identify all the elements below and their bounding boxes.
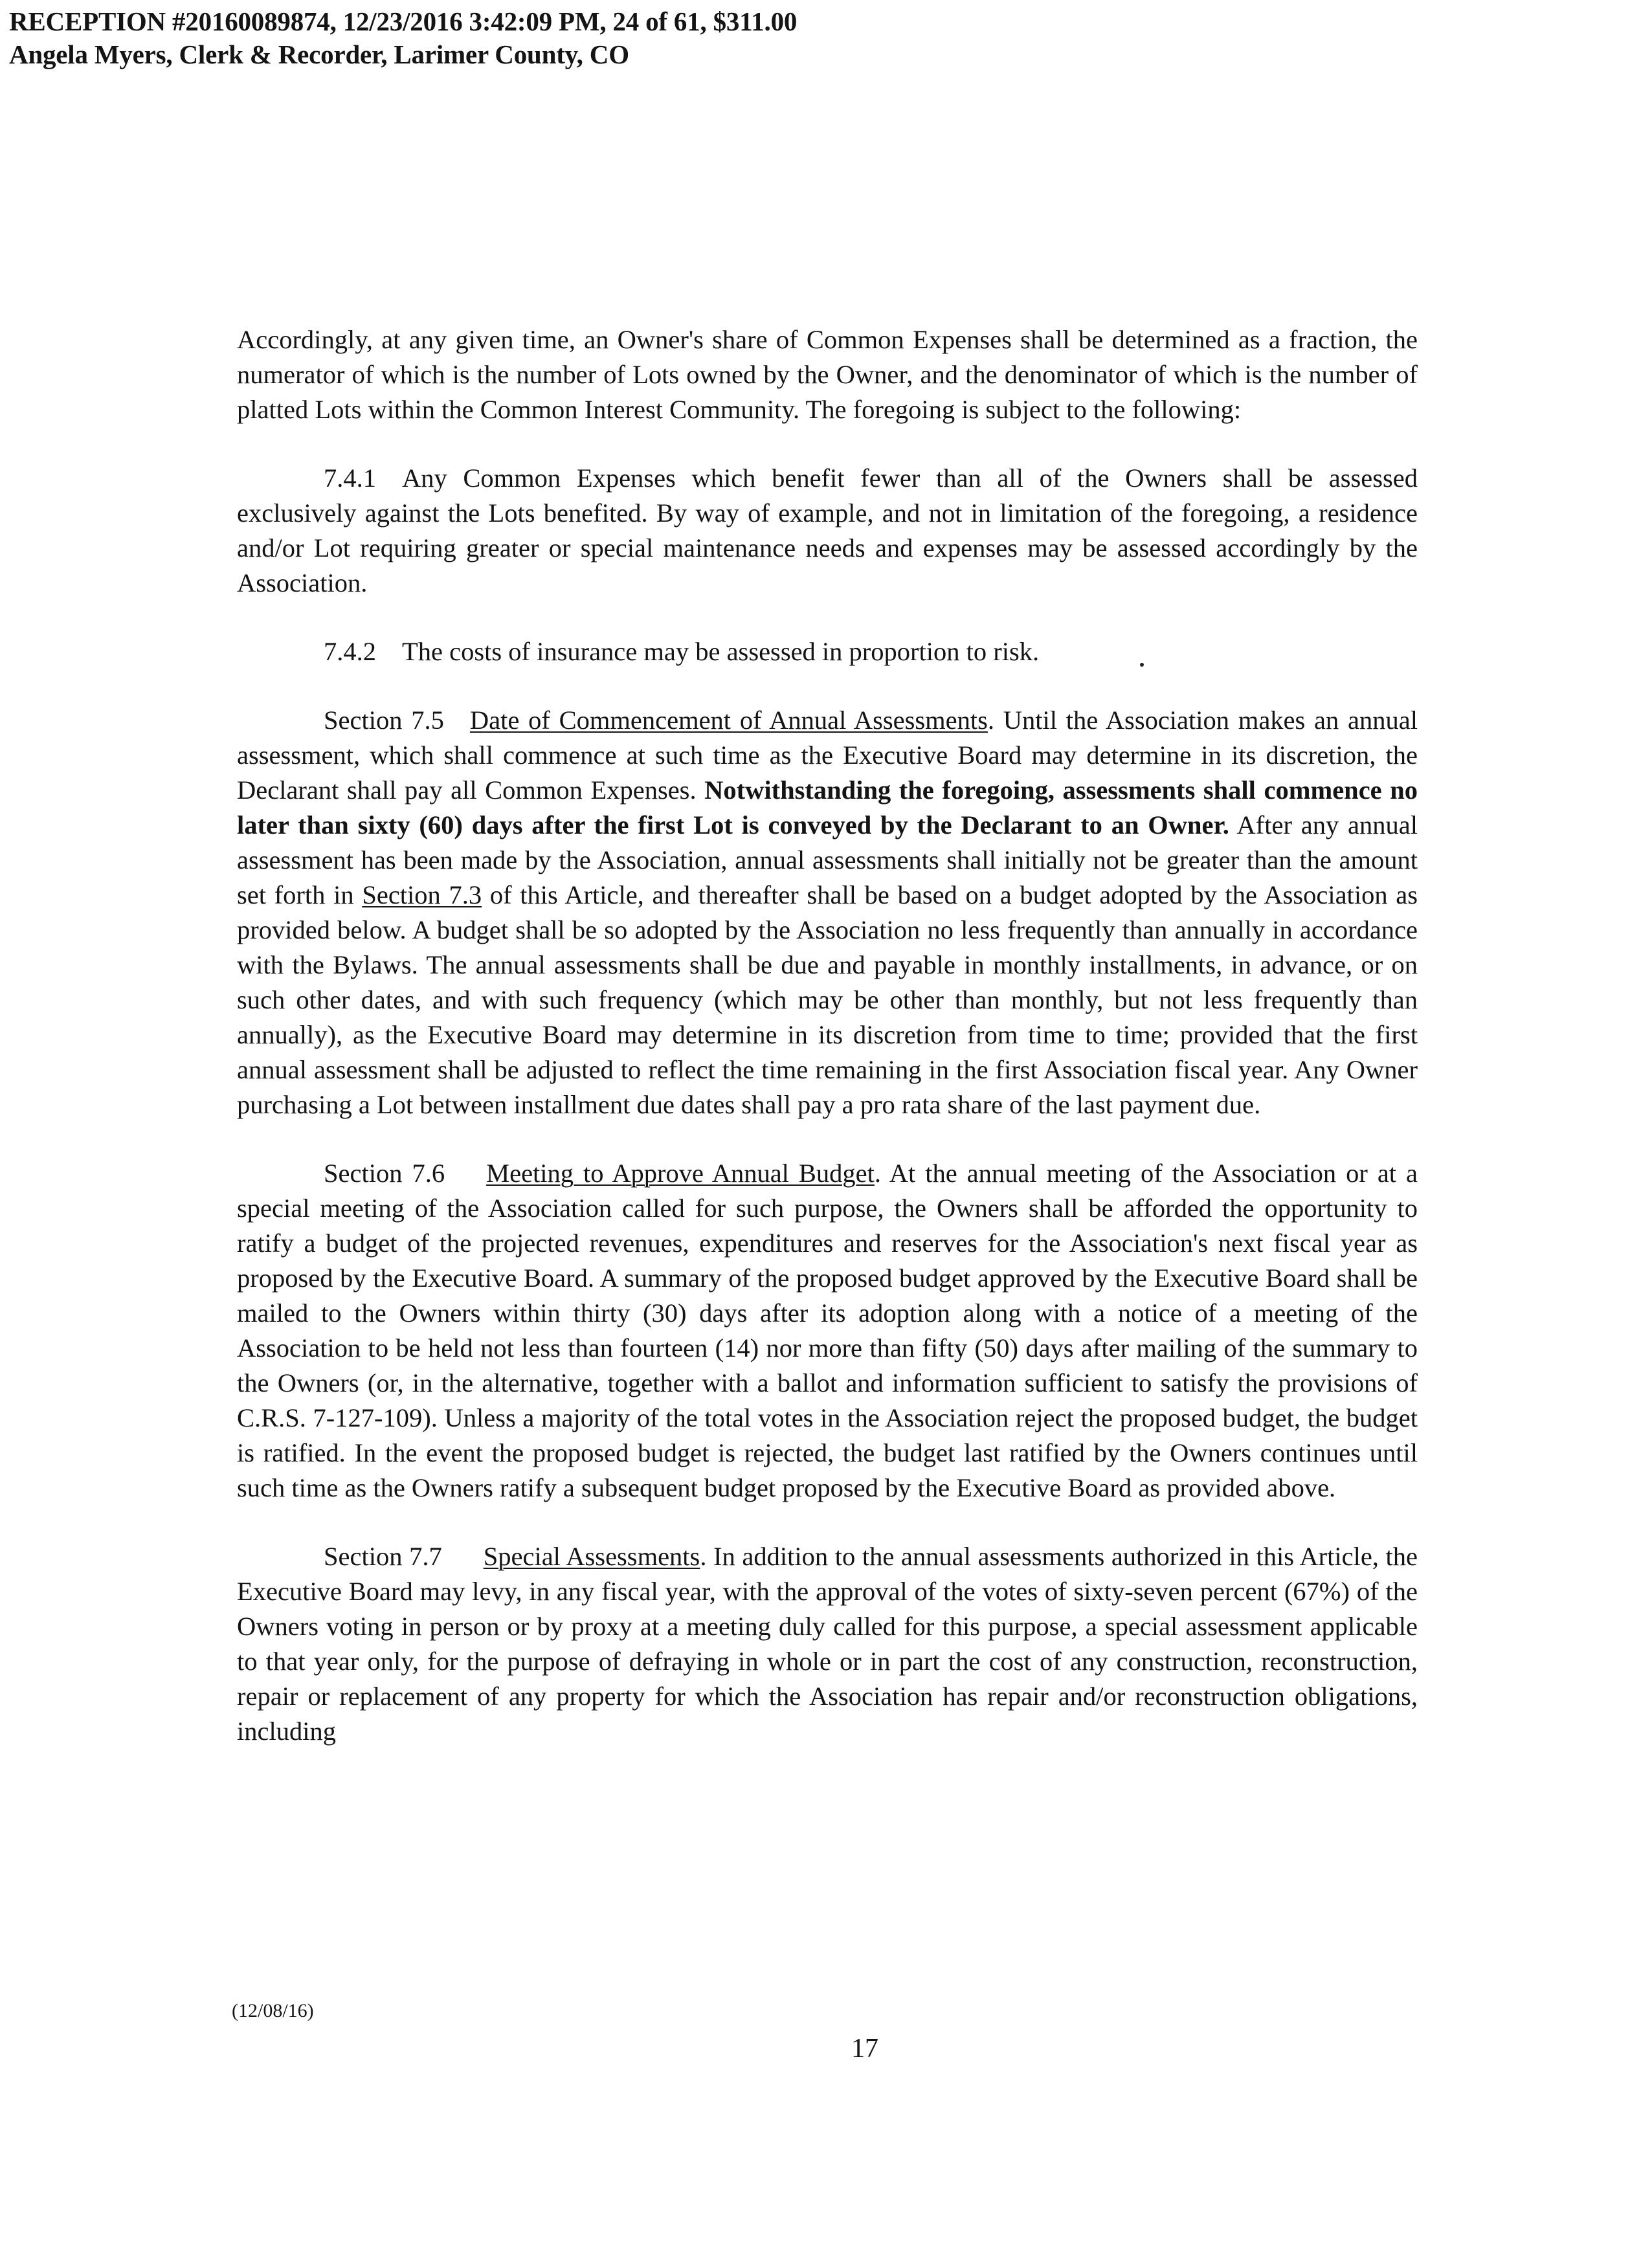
recording-header (9, 5, 797, 71)
recorder-line: Angela Myers, Clerk & Recorder, Larimer County, CO (9, 39, 629, 69)
section-bold-text: Notwithstanding the foregoing, assessments shall commence no later than sixty (60) days after the first Lot is conveyed by the Declarant to an Owner. (237, 775, 1418, 839)
section-7-5 (237, 703, 1418, 1122)
page-number: 17 (851, 2034, 878, 2063)
subsection-number: 7.4.2 (324, 637, 376, 666)
section-label: Section 7.6 (324, 1159, 445, 1188)
section-text: of this Article, and thereafter shall be based on a budget adopted by the Association as provided below. A budget shall be so adopted by the Association no less frequently than annually in accordance with the Bylaws. The annual assessments shall be due and payable in monthly installments, in advance, or on such other dates, and with such frequency (which may be other than monthly, but not less frequently than annually), as the Executive Board may determine in its discretion from time to time; provided that the first annual assessment shall be adjusted to reflect the time remaining in the first Association fiscal year. Any Owner purchasing a Lot between installment due dates shall pay a pro rata share of the last payment due. (237, 880, 1418, 1119)
section-text: . In addition to the annual assessments authorized in this Article, the Executive Board may levy, in any fiscal year, with the approval of the votes of sixty-seven percent (67%) of the Owners voting in person or by proxy at a meeting duly called for this purpose, a special assessment applicable to that year only, for the purpose of defraying in whole or in part the cost of any construction, reconstruction, repair or replacement of any property for which the Association has repair and/or reconstruction obligations, including (237, 1542, 1418, 1746)
section-7-6 (237, 1156, 1418, 1506)
stray-mark (1140, 663, 1144, 667)
subsection-7-4-2 (237, 634, 1418, 669)
section-label: Section 7.7 (324, 1542, 442, 1571)
section-title: Meeting to Approve Annual Budget (486, 1159, 875, 1188)
section-title: Special Assessments (483, 1542, 700, 1571)
revision-date: (12/08/16) (232, 2000, 314, 2021)
reception-line: RECEPTION #20160089874, 12/23/2016 3:42:09 PM, 24 of 61, $311.00 (9, 6, 798, 36)
section-7-7 (237, 1539, 1418, 1749)
section-reference: Section 7.3 (362, 880, 482, 909)
subsection-7-4-1 (237, 461, 1418, 601)
section-text: . At the annual meeting of the Association or at a special meeting of the Association called for such purpose, the Owners shall be afforded the opportunity to ratify a budget of the projected revenues, expenditures and reserves for the Association's next fiscal year as proposed by the Executive Board. A summary of the proposed budget approved by the Executive Board shall be mailed to the Owners within thirty (30) days after its adoption along with a notice of a meeting of the Association to be held not less than fourteen (14) nor more than fifty (50) days after mailing of the summary to the Owners (or, in the alternative, together with a ballot and information sufficient to satisfy the provisions of C.R.S. 7-127-109). Unless a majority of the total votes in the Association reject the proposed budget, the budget is ratified. In the event the proposed budget is rejected, the budget last ratified by the Owners continues until such time as the Owners ratify a subsequent budget proposed by the Executive Board as provided above. (237, 1159, 1418, 1502)
section-label: Section 7.5 (324, 706, 444, 735)
section-text: . Until the Association makes an annual assessment, which shall commence at such time as the Executive Board may determine in its discretion, the Declarant shall pay all Common Expenses. (237, 706, 1418, 805)
section-title: Date of Commencement of Annual Assessments (469, 706, 988, 735)
subsection-text: The costs of insurance may be assessed in proportion to risk. (402, 637, 1040, 666)
intro-paragraph: Accordingly, at any given time, an Owner's share of Common Expenses shall be determined as a fraction, the numerator of which is the number of Lots owned by the Owner, and the denominator of which is the number of platted Lots within the Common Interest Community. The foregoing is subject to the following: (237, 325, 1418, 424)
document-body (237, 322, 1418, 1783)
section-text: After any annual assessment has been made by the Association, annual assessments shall initially not be greater than the amount set forth in (237, 810, 1418, 909)
subsection-text: Any Common Expenses which benefit fewer than all of the Owners shall be assessed exclusively against the Lots benefited. By way of example, and not in limitation of the foregoing, a residence and/or Lot requiring greater or special maintenance needs and expenses may be assessed accordingly by the Association. (237, 463, 1418, 597)
subsection-number: 7.4.1 (324, 463, 376, 493)
